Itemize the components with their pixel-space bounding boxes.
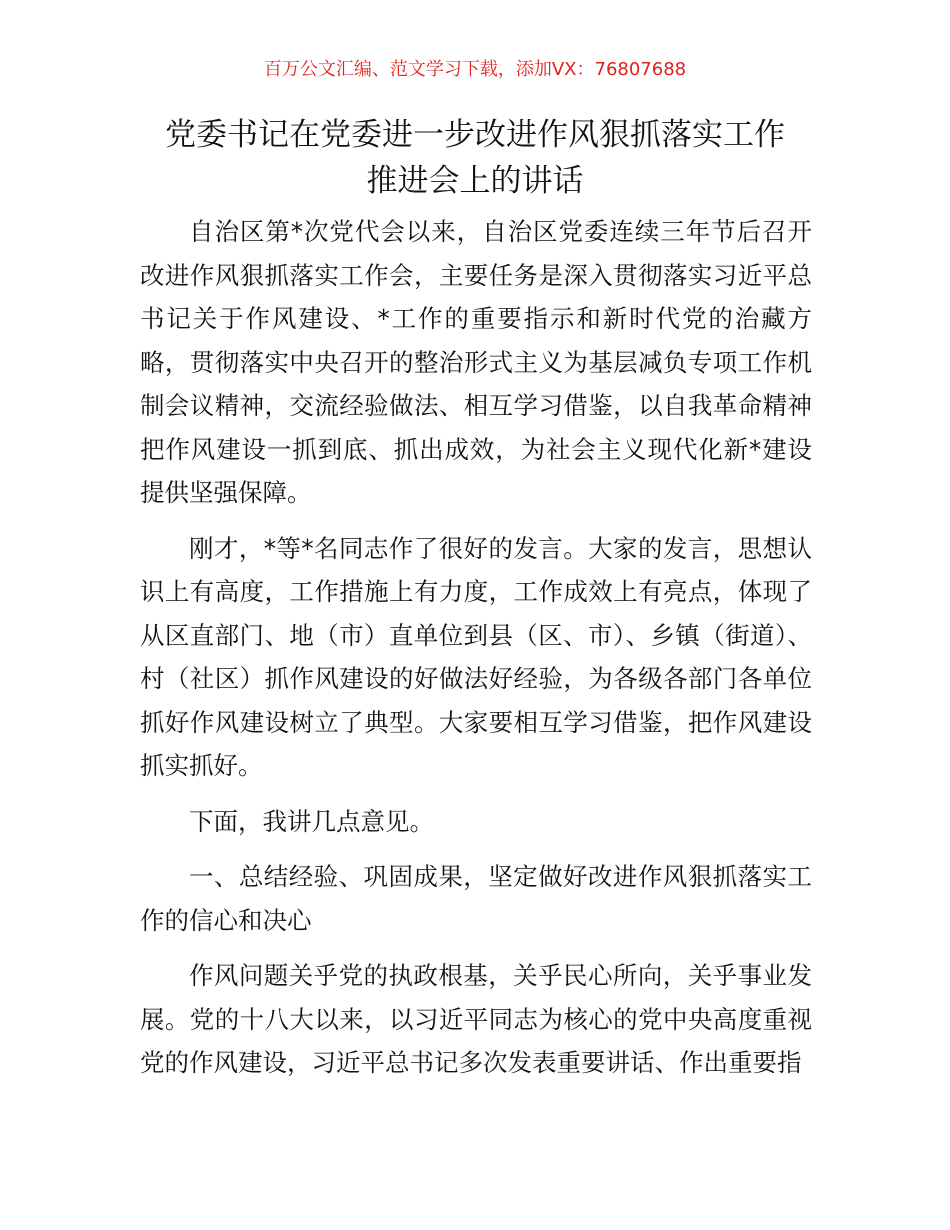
document-body — [140, 210, 812, 1097]
header-watermark-note: 百万公文汇编、范文学习下载，添加VX：76807688 — [263, 59, 687, 80]
title-line-1: 党委书记在党委进一步改进作风狠抓落实工作 — [165, 117, 785, 153]
paragraph-speeches: 刚才，*等*名同志作了很好的发言。大家的发言，思想认识上有高度，工作措施上有力度，工作成效上有亮点，体现了从区直部门、地（市）直单位到县（区、市）、乡镇（街道）、村（社区）抓作风建设的好做法好经验，为各级各部门各单位抓好作风建设树立了典型。大家要相互学习借鉴，把作风建设抓实抓好。 — [140, 533, 812, 780]
paragraph-transition: 下面，我讲几点意见。 — [189, 806, 434, 836]
title-line-2: 推进会上的讲话 — [366, 163, 584, 199]
paragraph-intro: 自治区第*次党代会以来，自治区党委连续三年节后召开改进作风狠抓落实工作会，主要任务是深入贯彻落实习近平总书记关于作风建设、*工作的重要指示和新时代党的治藏方略，贯彻落实中央召开的整治形式主义为基层减负专项工作机制会议精神，交流经验做法、相互学习借鉴，以自我革命精神把作风建设一抓到底、抓出成效，为社会主义现代化新*建设提供坚强保障。 — [140, 217, 812, 507]
paragraph-section-1: 作风问题关乎党的执政根基，关乎民心所向，关乎事业发展。党的十八大以来，以习近平同志为核心的党中央高度重视党的作风建设，习近平总书记多次发表重要讲话、作出重要指 — [140, 961, 812, 1077]
document-title — [100, 112, 850, 204]
section-heading-1: 一、总结经验、巩固成果，坚定做好改进作风狠抓落实工作的信心和决心 — [140, 862, 812, 935]
